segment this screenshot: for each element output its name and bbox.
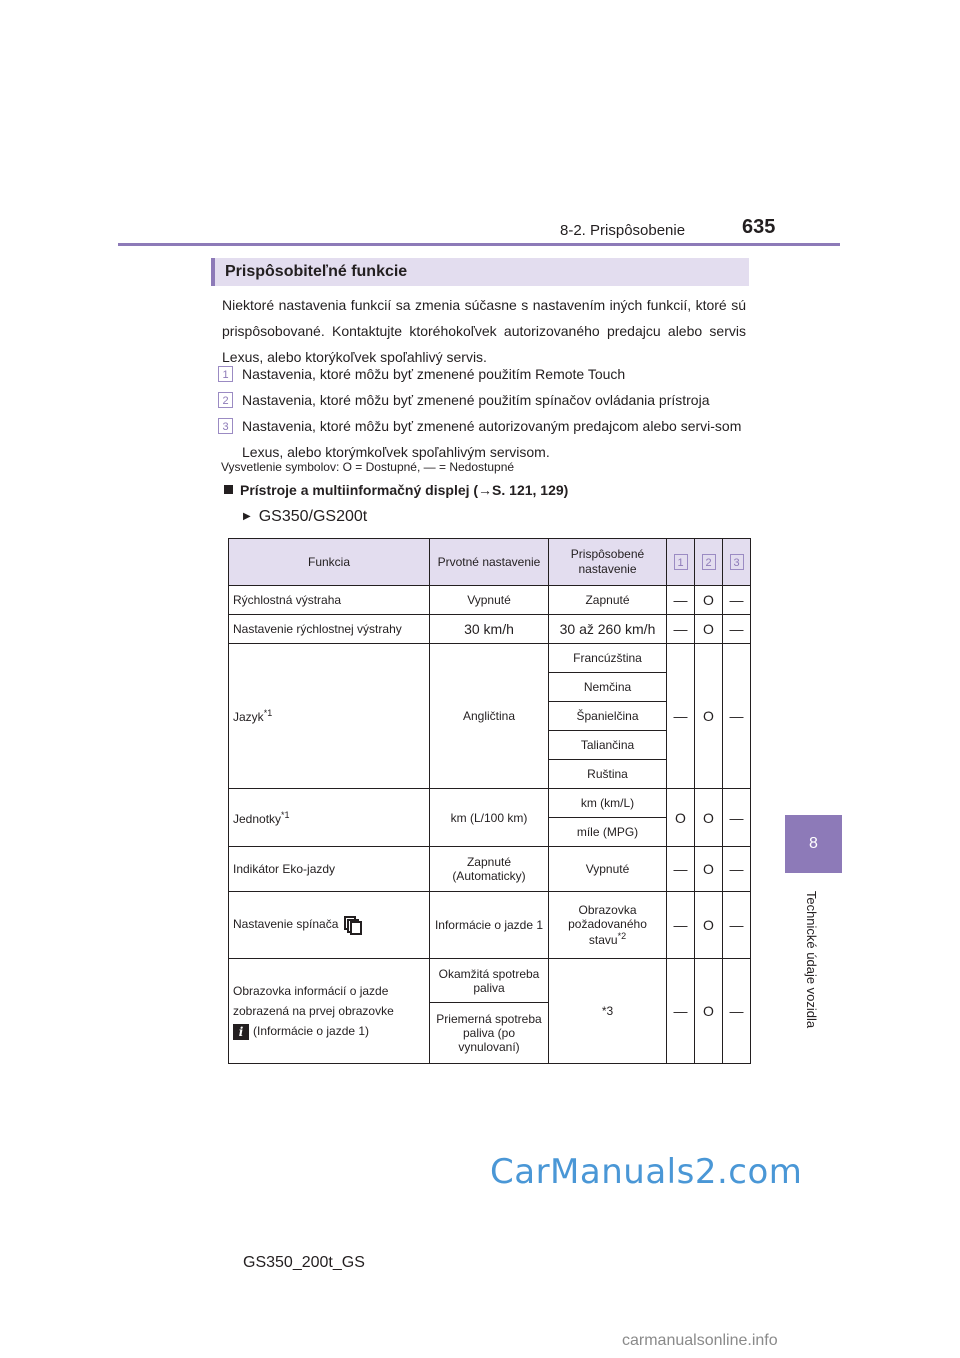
function-text: Jazyk xyxy=(233,710,264,724)
cell-default: Informácie o jazde 1 xyxy=(430,892,549,959)
number-badge: 1 xyxy=(218,366,233,382)
cell-function xyxy=(229,789,430,847)
cell-avail-1: — xyxy=(667,892,695,959)
page-number: 635 xyxy=(742,216,776,238)
section-title: Prispôsobiteľné funkcie xyxy=(211,258,749,286)
list-item-text: Nastavenia, ktoré môžu byť zmenené použitím spínačov ovládania prístroja xyxy=(242,392,710,408)
list-item xyxy=(218,413,748,465)
footer-code: GS350_200t_GS xyxy=(243,1254,365,1271)
cell-default: Priemerná spotreba paliva (po vynulovaní) xyxy=(430,1003,549,1064)
table-row xyxy=(229,615,751,644)
cell-default: Zapnuté (Automaticky) xyxy=(430,847,549,892)
cell-avail-1: — xyxy=(667,644,695,789)
number-badge: 1 xyxy=(674,554,688,570)
cell-option: Ruština xyxy=(549,760,667,789)
cell-custom: Vypnuté xyxy=(549,847,667,892)
header-col-1 xyxy=(667,539,695,586)
cell-default: Okamžitá spotreba paliva xyxy=(430,959,549,1003)
table-header-row xyxy=(229,539,751,586)
cell-function: Indikátor Eko-jazdy xyxy=(229,847,430,892)
intro-paragraph: Niektoré nastavenia funkcií sa zmenia súčasne s nastavením iných funkcií, ktoré sú prispôsobované. Kontaktujte ktoréhokoľvek autorizovaného predajcu alebo servis Lexus, alebo ktorýkoľvek spoľahlivý servis. xyxy=(222,297,746,365)
number-badge: 2 xyxy=(218,392,233,408)
table-row xyxy=(229,586,751,615)
list-item-text: Nastavenia, ktoré môžu byť zmenené autorizovaným predajcom alebo servi-som Lexus, alebo ktorýmkoľvek spoľahlivým servisom. xyxy=(242,418,742,460)
cell-avail-3: — xyxy=(723,586,751,615)
number-badge: 2 xyxy=(702,554,716,570)
symbol-legend: Vysvetlenie symbolov: O = Dostupné, — = Nedostupné xyxy=(221,460,515,474)
cell-avail-3: — xyxy=(723,959,751,1064)
table-row xyxy=(229,959,751,1003)
cell-avail-3: — xyxy=(723,892,751,959)
header-function: Funkcia xyxy=(229,539,430,586)
cell-avail-3: — xyxy=(723,847,751,892)
header-custom: Prispôsobené nastavenie xyxy=(549,539,667,586)
subheading xyxy=(224,482,568,498)
cell-avail-1: — xyxy=(667,959,695,1064)
function-subtext: (Informácie o jazde 1) xyxy=(253,1024,370,1038)
cell-avail-3: — xyxy=(723,615,751,644)
watermark: CarManuals2.com xyxy=(490,1152,803,1192)
cell-default: km (L/100 km) xyxy=(430,789,549,847)
cell-avail-2: O xyxy=(695,959,723,1064)
cell-default: Vypnuté xyxy=(430,586,549,615)
footnote-ref: *1 xyxy=(281,809,290,820)
info-icon: i xyxy=(233,1024,249,1040)
cell-option: míle (MPG) xyxy=(549,818,667,847)
model-text: GS350/GS200t xyxy=(258,508,368,525)
header-default: Prvotné nastavenie xyxy=(430,539,549,586)
cell-avail-1: — xyxy=(667,847,695,892)
footnote-ref: *2 xyxy=(617,931,627,941)
number-badge: 3 xyxy=(218,418,233,434)
cell-function: Rýchlostná výstraha xyxy=(229,586,430,615)
square-bullet-icon xyxy=(224,485,233,494)
cell-option: Nemčina xyxy=(549,673,667,702)
list-item-text: Nastavenia, ktoré môžu byť zmenené použitím Remote Touch xyxy=(242,366,626,382)
cell-avail-1: O xyxy=(667,789,695,847)
running-header: 8-2. Prispôsobenie xyxy=(560,222,686,239)
table-row xyxy=(229,789,751,818)
site-credit: carmanualsonline.info xyxy=(622,1332,778,1349)
cell-avail-1: — xyxy=(667,615,695,644)
cell-avail-2: O xyxy=(695,615,723,644)
cell-default: Angličtina xyxy=(430,644,549,789)
cell-avail-2: O xyxy=(695,586,723,615)
cell-function xyxy=(229,959,430,1064)
cell-function xyxy=(229,892,430,959)
table-row xyxy=(229,892,751,959)
list-item xyxy=(218,387,748,413)
cell-avail-1: — xyxy=(667,586,695,615)
table-row xyxy=(229,847,751,892)
chapter-label: Technické údaje vozidla xyxy=(804,890,820,1028)
cell-option: Taliančina xyxy=(549,731,667,760)
copy-pages-icon xyxy=(344,916,362,934)
chapter-tab xyxy=(785,815,842,873)
cell-custom: 30 až 260 km/h xyxy=(549,615,667,644)
cell-option: Španielčina xyxy=(549,702,667,731)
cell-default: 30 km/h xyxy=(430,615,549,644)
cell-function xyxy=(229,644,430,789)
table-row xyxy=(229,644,751,673)
cell-avail-3: — xyxy=(723,789,751,847)
cell-custom: Zapnuté xyxy=(549,586,667,615)
cell-custom xyxy=(549,892,667,959)
chapter-number: 8 xyxy=(809,835,818,852)
function-text: Nastavenie spínača xyxy=(233,917,339,932)
cell-avail-2: O xyxy=(695,847,723,892)
footnote-ref: *1 xyxy=(263,708,273,718)
chapter-side-label xyxy=(802,880,822,1038)
subheading-text: Prístroje a multiinformačný displej (→S. 121, 129) xyxy=(240,482,569,498)
header-col-3 xyxy=(723,539,751,586)
number-badge: 3 xyxy=(730,554,744,570)
settings-table xyxy=(228,538,751,1064)
custom-text: Obrazovka požadovaného stavu xyxy=(568,903,647,947)
header-rule xyxy=(118,243,840,246)
list-item xyxy=(218,361,748,387)
cell-avail-2: O xyxy=(695,644,723,789)
cell-avail-2: O xyxy=(695,892,723,959)
header-col-2 xyxy=(695,539,723,586)
cell-avail-2: O xyxy=(695,789,723,847)
cell-function: Nastavenie rýchlostnej výstrahy xyxy=(229,615,430,644)
function-text: Jednotky xyxy=(233,811,282,826)
cell-option: km (km/L) xyxy=(549,789,667,818)
model-label xyxy=(243,508,367,526)
triangle-bullet-icon: ▶ xyxy=(243,511,251,522)
cell-custom: *3 xyxy=(549,959,667,1064)
function-text: Obrazovka informácií o jazde zobrazená na prvej obrazovke xyxy=(233,984,394,1018)
cell-option: Francúzština xyxy=(549,644,667,673)
cell-avail-3: — xyxy=(723,644,751,789)
